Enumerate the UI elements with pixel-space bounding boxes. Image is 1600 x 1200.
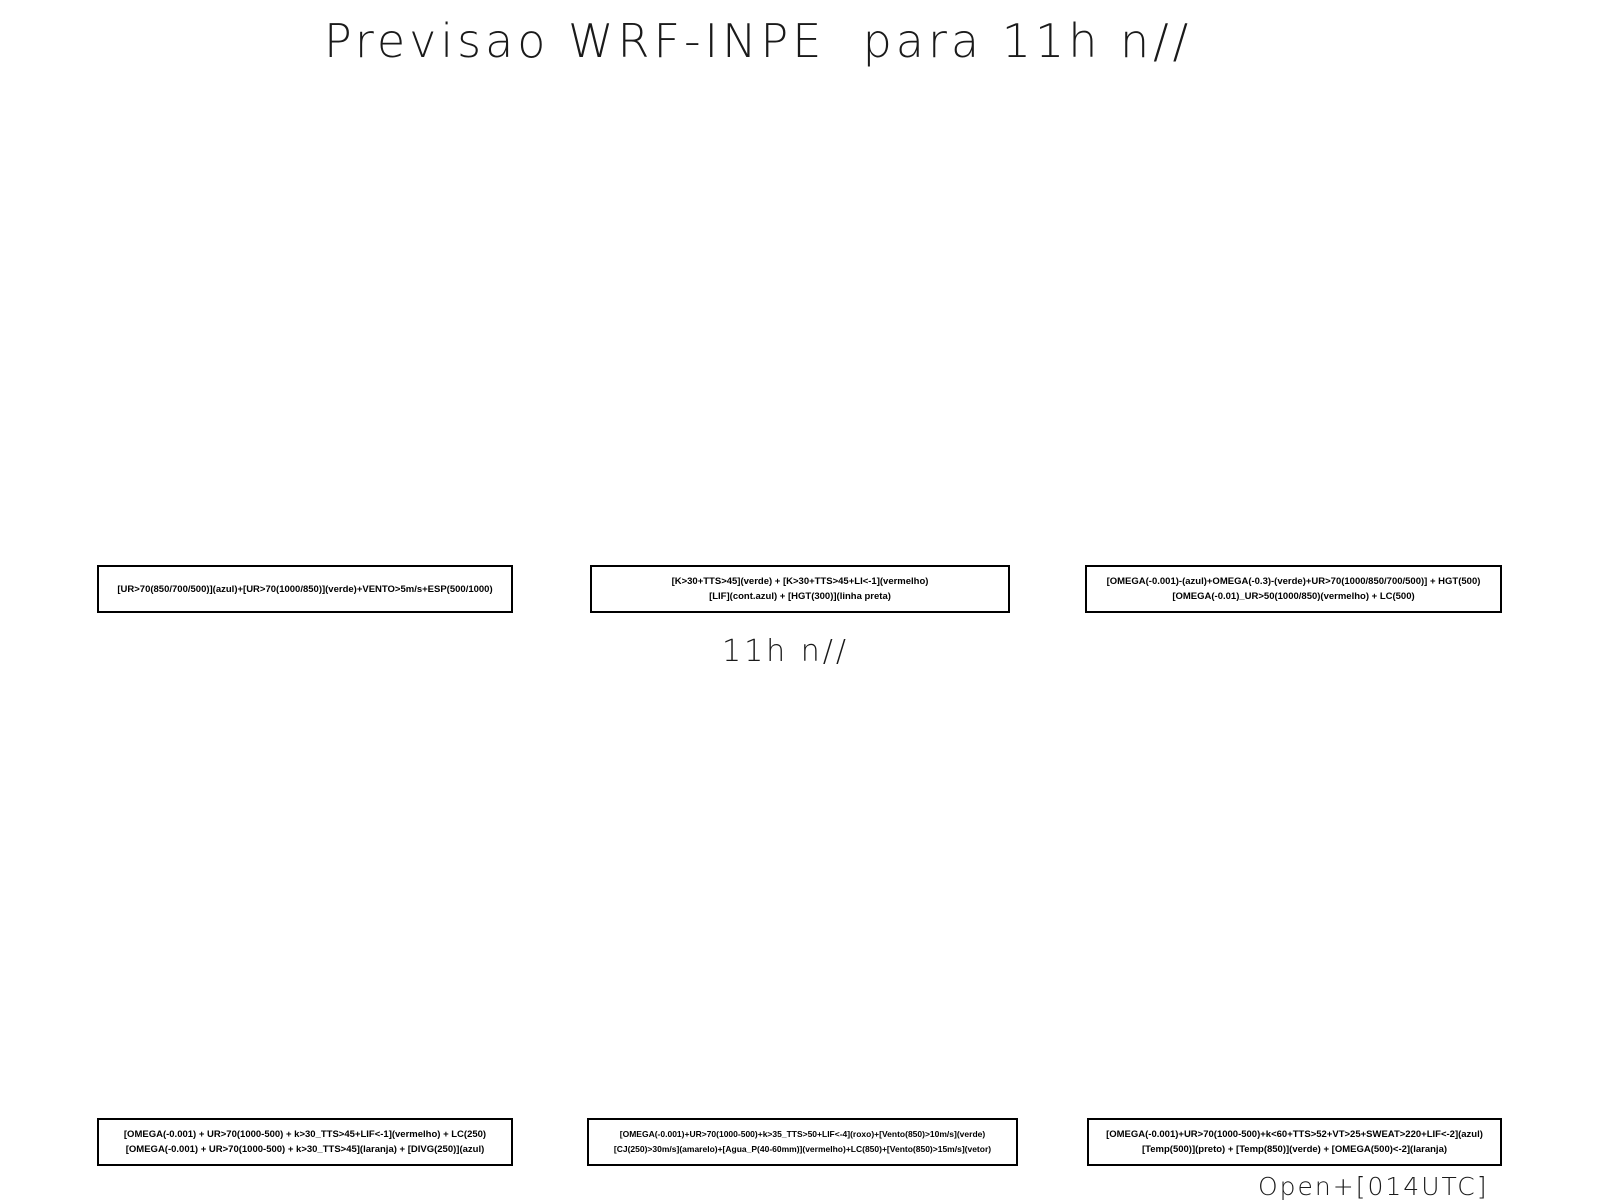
- legend-box-bottom-right: [1087, 1118, 1502, 1166]
- legend-box-top-center: [590, 565, 1010, 613]
- legend-box-top-left: [97, 565, 513, 613]
- legend-line: [LIF](cont.azul) + [HGT(300)](linha preta): [709, 591, 891, 602]
- legend-line: [OMEGA(-0.001)-(azul)+OMEGA(-0.3)-(verde)+UR>70(1000/850/700/500)] + HGT(500): [1106, 576, 1481, 587]
- legend-line: [UR>70(850/700/500)](azul)+[UR>70(1000/850)](verde)+VENTO>5m/s+ESP(500/1000): [117, 583, 493, 595]
- timestamp-label: Open+[014UTC]: [1258, 1172, 1489, 1200]
- legend-line: [OMEGA(-0.001)+UR>70(1000-500)+k<60+TTS>52+VT>25+SWEAT>220+LIF<-2](azul): [1106, 1129, 1483, 1140]
- legend-line: [OMEGA(-0.001) + UR>70(1000-500) + k>30_TTS>45](laranja) + [DIVG(250)](azul): [125, 1144, 485, 1155]
- legend-line: [OMEGA(-0.001) + UR>70(1000-500) + k>30_TTS>45+LIF<-1](vermelho) + LC(250): [123, 1129, 487, 1140]
- legend-line: [CJ(250)>30m/s](amarelo)+[Agua_P(40-60mm)](vermelho)+LC(850)+[Vento(850)>15m/s](vetor): [613, 1144, 992, 1154]
- page-title: Previsao WRF-INPE para 11h n//: [324, 14, 1193, 68]
- forecast-hour-label: 11h n//: [722, 634, 849, 669]
- legend-line: [Temp(500)](preto) + [Temp(850)](verde) + [OMEGA(500)<-2](laranja): [1141, 1144, 1448, 1155]
- legend-box-bottom-center: [587, 1118, 1018, 1166]
- legend-line: [OMEGA(-0.001)+UR>70(1000-500)+k>35_TTS>50+LIF<-4](roxo)+[Vento(850)>10m/s](verde): [619, 1129, 986, 1139]
- legend-line: [OMEGA(-0.01)_UR>50(1000/850)(vermelho) + LC(500): [1172, 591, 1415, 602]
- legend-line: [K>30+TTS>45](verde) + [K>30+TTS>45+LI<-1](vermelho): [671, 576, 929, 587]
- legend-box-top-right: [1085, 565, 1502, 613]
- legend-box-bottom-left: [97, 1118, 513, 1166]
